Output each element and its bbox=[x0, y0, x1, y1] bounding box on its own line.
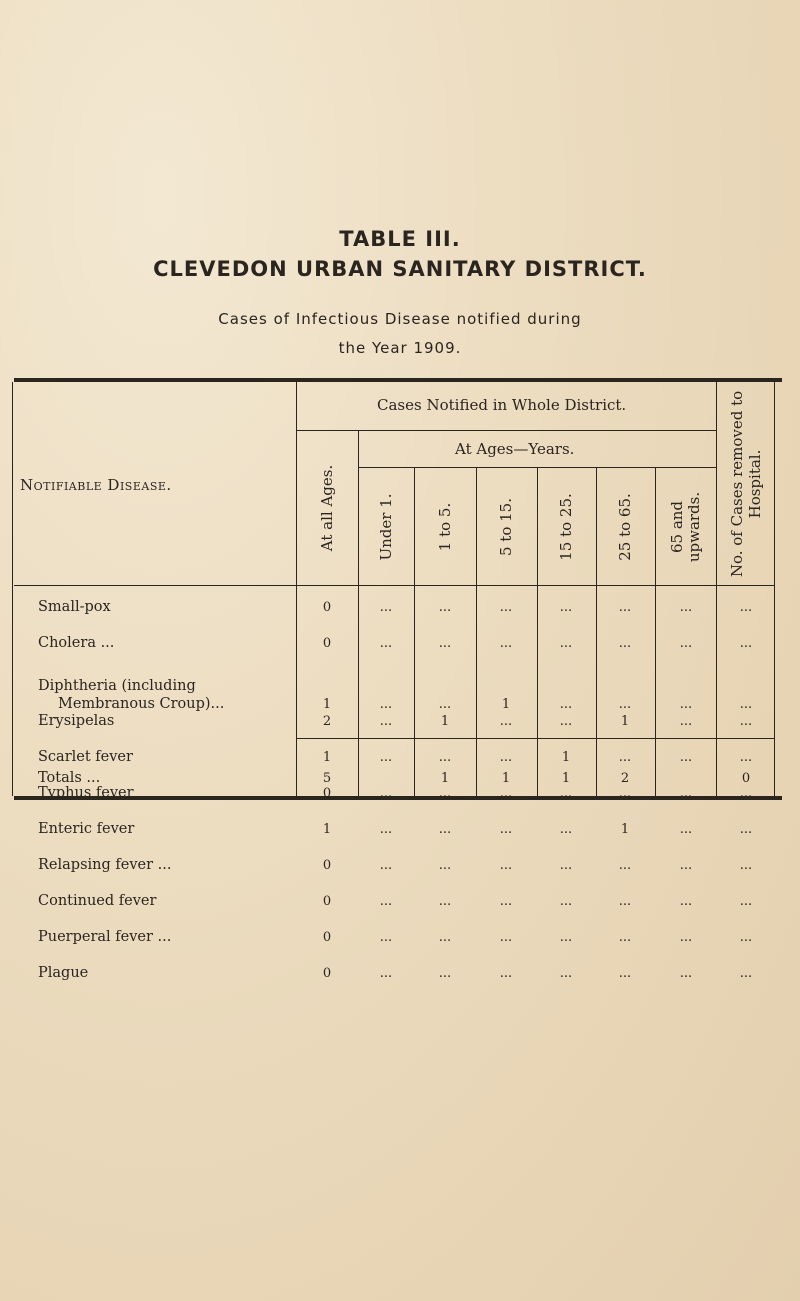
vrule-1to5 bbox=[414, 467, 415, 796]
row-cell-all-ages: 0 bbox=[322, 786, 332, 801]
disease-column-header: Notifiable Disease. bbox=[20, 476, 172, 494]
vrule-15to25 bbox=[537, 467, 538, 796]
row-cell-age-band: ... bbox=[679, 636, 693, 651]
row-cell-age-band: ... bbox=[499, 636, 513, 651]
row-cell-age-band: ... bbox=[379, 858, 393, 873]
row-cell-age-band: ... bbox=[618, 600, 632, 615]
row-cell-age-band: ... bbox=[559, 930, 573, 945]
row-cell-age-band: ... bbox=[618, 858, 632, 873]
row-cell-hospital: ... bbox=[739, 930, 753, 945]
row-cell-age-band: ... bbox=[679, 858, 693, 873]
row-disease-label: Enteric fever bbox=[38, 821, 135, 837]
subtitle-line-1: Cases of Infectious Disease notified during bbox=[218, 310, 582, 328]
row-cell-age-band: ... bbox=[618, 786, 632, 801]
row-cell-age-band: ... bbox=[379, 894, 393, 909]
row-disease-label: Puerperal fever ... bbox=[38, 929, 172, 945]
row-cell-age-band: 1 bbox=[440, 714, 450, 729]
totals-25to65: 2 bbox=[620, 771, 630, 786]
row-disease-label: Scarlet fever bbox=[38, 749, 133, 765]
row-cell-all-ages: 0 bbox=[322, 636, 332, 651]
row-cell-hospital: ... bbox=[739, 697, 753, 712]
row-cell-age-band: ... bbox=[499, 714, 513, 729]
right-border bbox=[774, 382, 775, 796]
row-cell-hospital: ... bbox=[739, 714, 753, 729]
row-cell-age-band: ... bbox=[559, 894, 573, 909]
age-band-header-under1: Under 1. bbox=[377, 493, 395, 561]
row-cell-age-band: ... bbox=[618, 894, 632, 909]
row-cell-age-band: ... bbox=[679, 697, 693, 712]
row-cell-age-band: ... bbox=[618, 966, 632, 981]
row-cell-age-band: 1 bbox=[620, 822, 630, 837]
left-border bbox=[12, 382, 13, 796]
row-cell-age-band: ... bbox=[379, 750, 393, 765]
row-cell-age-band: ... bbox=[559, 636, 573, 651]
row-disease-label: Continued fever bbox=[38, 893, 157, 909]
row-disease-label: Typhus fever bbox=[38, 785, 134, 801]
row-cell-hospital: ... bbox=[739, 750, 753, 765]
at-ages-header: At Ages—Years. bbox=[455, 440, 575, 458]
all-ages-header: At all Ages. bbox=[318, 464, 336, 552]
district-title: CLEVEDON URBAN SANITARY DISTRICT. bbox=[153, 257, 647, 281]
row-cell-age-band: ... bbox=[559, 714, 573, 729]
row-cell-hospital: ... bbox=[739, 822, 753, 837]
row-cell-age-band: ... bbox=[559, 966, 573, 981]
row-cell-age-band: ... bbox=[499, 822, 513, 837]
header-rule bbox=[14, 585, 774, 586]
row-cell-age-band: ... bbox=[379, 822, 393, 837]
row-cell-all-ages: 0 bbox=[322, 894, 332, 909]
vrule-hospital bbox=[716, 382, 717, 796]
row-cell-hospital: ... bbox=[739, 636, 753, 651]
row-cell-age-band: ... bbox=[559, 786, 573, 801]
totals-label: Totals ... bbox=[38, 770, 101, 786]
row-cell-hospital: ... bbox=[739, 858, 753, 873]
row-cell-age-band: ... bbox=[379, 714, 393, 729]
row-disease-label-continued: Membranous Croup)... bbox=[58, 696, 225, 712]
totals-1to5: 1 bbox=[440, 771, 450, 786]
row-cell-all-ages: 1 bbox=[322, 750, 332, 765]
row-cell-age-band: ... bbox=[438, 930, 452, 945]
row-cell-age-band: 1 bbox=[620, 714, 630, 729]
vrule-under1 bbox=[358, 430, 359, 796]
row-cell-age-band: ... bbox=[679, 930, 693, 945]
row-cell-age-band: ... bbox=[438, 822, 452, 837]
totals-rule bbox=[296, 738, 774, 739]
row-cell-age-band: ... bbox=[438, 600, 452, 615]
row-cell-age-band: ... bbox=[679, 750, 693, 765]
row-cell-age-band: ... bbox=[438, 894, 452, 909]
row-disease-label: Erysipelas bbox=[38, 713, 115, 729]
age-band-header-1to5: 1 to 5. bbox=[436, 502, 454, 552]
subtitle-line-2: the Year 1909. bbox=[338, 339, 462, 357]
row-cell-age-band: ... bbox=[559, 697, 573, 712]
row-disease-label: Small-pox bbox=[38, 599, 111, 615]
row-cell-age-band: ... bbox=[438, 697, 452, 712]
row-disease-label: Cholera ... bbox=[38, 635, 115, 651]
row-cell-age-band: ... bbox=[499, 600, 513, 615]
hospital-header: No. of Cases removed to Hospital. bbox=[728, 390, 764, 578]
totals-all-ages: 5 bbox=[322, 771, 332, 786]
row-cell-age-band: ... bbox=[438, 966, 452, 981]
age-band-header-65up: 65 and upwards. bbox=[668, 491, 703, 563]
row-cell-age-band: ... bbox=[679, 600, 693, 615]
vrule-5to15 bbox=[476, 467, 477, 796]
row-cell-age-band: ... bbox=[438, 786, 452, 801]
row-cell-age-band: ... bbox=[679, 822, 693, 837]
row-cell-hospital: ... bbox=[739, 600, 753, 615]
vrule-25to65 bbox=[596, 467, 597, 796]
row-cell-hospital: ... bbox=[739, 786, 753, 801]
row-cell-age-band: ... bbox=[379, 966, 393, 981]
row-cell-all-ages: 1 bbox=[322, 822, 332, 837]
row-cell-all-ages: 2 bbox=[322, 714, 332, 729]
row-cell-age-band: ... bbox=[438, 858, 452, 873]
row-cell-age-band: ... bbox=[679, 966, 693, 981]
row-disease-label: Relapsing fever ... bbox=[38, 857, 172, 873]
age-band-header-5to15: 5 to 15. bbox=[497, 498, 515, 556]
row-cell-age-band: ... bbox=[499, 894, 513, 909]
totals-5to15: 1 bbox=[501, 771, 511, 786]
row-cell-age-band: ... bbox=[618, 636, 632, 651]
row-cell-age-band: ... bbox=[438, 636, 452, 651]
row-disease-label: Plague bbox=[38, 965, 89, 981]
totals-hospital: 0 bbox=[741, 771, 751, 786]
row-cell-age-band: ... bbox=[559, 858, 573, 873]
row-cell-age-band: ... bbox=[679, 894, 693, 909]
age-band-header-25to65: 25 to 65. bbox=[616, 493, 634, 561]
row-cell-age-band: ... bbox=[499, 786, 513, 801]
row-cell-age-band: ... bbox=[379, 930, 393, 945]
row-cell-age-band: ... bbox=[679, 786, 693, 801]
group-rule bbox=[296, 430, 716, 431]
row-cell-all-ages: 1 bbox=[322, 697, 332, 712]
row-disease-label: Diphtheria (including bbox=[38, 678, 196, 694]
row-cell-age-band: ... bbox=[379, 600, 393, 615]
row-cell-all-ages: 0 bbox=[322, 600, 332, 615]
row-cell-age-band: ... bbox=[618, 697, 632, 712]
row-cell-age-band: ... bbox=[438, 750, 452, 765]
row-cell-age-band: ... bbox=[618, 750, 632, 765]
row-cell-age-band: ... bbox=[618, 930, 632, 945]
row-cell-age-band: ... bbox=[379, 786, 393, 801]
row-cell-all-ages: 0 bbox=[322, 966, 332, 981]
row-cell-hospital: ... bbox=[739, 966, 753, 981]
row-cell-age-band: 1 bbox=[501, 697, 511, 712]
row-cell-age-band: ... bbox=[559, 600, 573, 615]
vrule-65up bbox=[655, 467, 656, 796]
vrule-all-ages bbox=[296, 382, 297, 796]
group-header: Cases Notified in Whole District. bbox=[377, 396, 627, 414]
row-cell-age-band: 1 bbox=[561, 750, 571, 765]
row-cell-age-band: ... bbox=[379, 697, 393, 712]
age-band-header-15to25: 15 to 25. bbox=[557, 493, 575, 561]
table-number: TABLE III. bbox=[339, 227, 461, 251]
table-top-border bbox=[14, 378, 782, 382]
row-cell-all-ages: 0 bbox=[322, 858, 332, 873]
row-cell-age-band: ... bbox=[499, 966, 513, 981]
row-cell-age-band: ... bbox=[679, 714, 693, 729]
totals-15to25: 1 bbox=[561, 771, 571, 786]
row-cell-age-band: ... bbox=[499, 930, 513, 945]
row-cell-age-band: ... bbox=[559, 822, 573, 837]
row-cell-hospital: ... bbox=[739, 894, 753, 909]
row-cell-all-ages: 0 bbox=[322, 930, 332, 945]
row-cell-age-band: ... bbox=[379, 636, 393, 651]
row-cell-age-band: ... bbox=[499, 750, 513, 765]
row-cell-age-band: ... bbox=[499, 858, 513, 873]
